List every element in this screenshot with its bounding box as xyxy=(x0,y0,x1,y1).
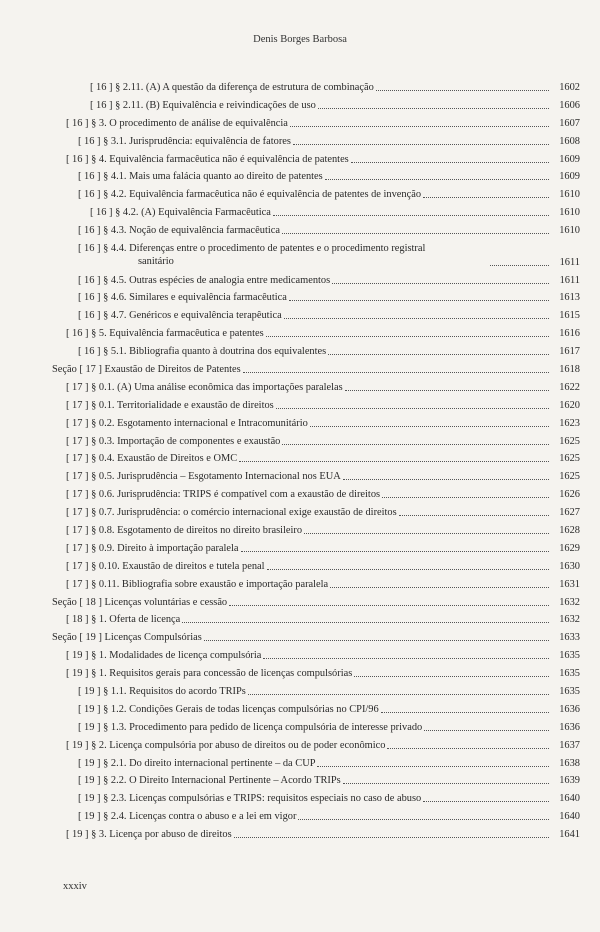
dot-leader xyxy=(182,622,549,623)
toc-entry xyxy=(52,364,580,376)
toc-entry-page-number: 1610 xyxy=(559,225,580,237)
toc-entry-page-number: 1623 xyxy=(559,417,580,429)
toc-entry-page-number: 1638 xyxy=(559,757,580,769)
toc-entry-page-number: 1635 xyxy=(559,650,580,662)
dot-leader xyxy=(276,408,549,409)
toc-entry xyxy=(52,310,580,322)
toc-entry xyxy=(52,632,580,644)
toc-entry xyxy=(52,775,580,787)
toc-entry-title: [ 16 ] § 4.5. Outras espécies de analogia entre medicamentos xyxy=(78,274,331,286)
toc-entry xyxy=(52,382,580,394)
dot-leader xyxy=(304,533,549,534)
toc-entry xyxy=(52,243,580,269)
toc-entry-page-number: 1632 xyxy=(559,614,580,626)
toc-entry xyxy=(52,418,580,430)
toc-entry-page-number: 1611 xyxy=(559,256,580,268)
toc-entry xyxy=(52,189,580,201)
toc-entry xyxy=(52,292,580,304)
toc-entry xyxy=(52,668,580,680)
toc-entry-page-number: 1626 xyxy=(559,489,580,501)
toc-entry xyxy=(52,82,580,94)
toc-entry-title: [ 16 ] § 4.3. Noção de equivalência farmacêutica xyxy=(78,225,280,237)
toc-entry-page-number: 1625 xyxy=(559,471,580,483)
dot-leader xyxy=(293,144,549,145)
toc-entry-page-number: 1639 xyxy=(559,775,580,787)
toc-entry-title: [ 19 ] § 1.3. Procedimento para pedido de licença compulsória de interesse privado xyxy=(78,721,423,733)
dot-leader xyxy=(263,658,549,659)
dot-leader xyxy=(229,605,549,606)
table-of-contents xyxy=(52,82,580,847)
dot-leader xyxy=(423,197,549,198)
toc-entry xyxy=(52,704,580,716)
toc-entry xyxy=(52,758,580,770)
toc-entry-page-number: 1635 xyxy=(559,685,580,697)
toc-entry-title: [ 17 ] § 0.2. Esgotamento internacional e Intracomunitário xyxy=(66,417,308,429)
toc-entry xyxy=(52,207,580,219)
toc-entry xyxy=(52,100,580,112)
toc-entry xyxy=(52,543,580,555)
toc-entry xyxy=(52,686,580,698)
dot-leader xyxy=(376,90,549,91)
dot-leader xyxy=(382,497,549,498)
toc-entry-page-number: 1606 xyxy=(559,99,580,111)
toc-entry xyxy=(52,579,580,591)
toc-entry-title: [ 19 ] § 2.4. Licenças contra o abuso e a lei em vigor xyxy=(78,811,297,823)
dot-leader xyxy=(318,108,549,109)
toc-entry-title: [ 16 ] § 4.2. (A) Equivalência Farmacêutica xyxy=(90,207,271,219)
toc-entry-title: [ 17 ] § 0.3. Importação de componentes e exaustão xyxy=(66,435,281,447)
toc-entry-title: [ 19 ] § 2.1. Do direito internacional pertinente – da CUP xyxy=(78,757,316,769)
dot-leader xyxy=(234,837,549,838)
toc-entry xyxy=(52,171,580,183)
toc-entry xyxy=(52,453,580,465)
toc-entry-page-number: 1641 xyxy=(559,829,580,841)
dot-leader xyxy=(289,300,549,301)
toc-entry-title: [ 19 ] § 2. Licença compulsória por abuso de direitos ou de poder econômico xyxy=(66,739,386,751)
dot-leader xyxy=(490,265,549,266)
toc-entry-title: [ 16 ] § 4.1. Mais uma falácia quanto ao direito de patentes xyxy=(78,171,323,183)
dot-leader xyxy=(330,587,549,588)
toc-entry-title: [ 17 ] § 0.1. Territorialidade e exaustão de direitos xyxy=(66,399,274,411)
toc-entry xyxy=(52,471,580,483)
toc-entry-title: [ 17 ] § 0.4. Exaustão de Direitos e OMC xyxy=(66,453,238,465)
dot-leader xyxy=(298,819,549,820)
dot-leader xyxy=(266,336,549,337)
toc-entry-page-number: 1630 xyxy=(559,560,580,572)
toc-entry-title: [ 17 ] § 0.1. (A) Uma análise econômica das importações paralelas xyxy=(66,381,343,393)
dot-leader xyxy=(204,640,549,641)
toc-entry-title: Seção [ 19 ] Licenças Compulsórias xyxy=(52,632,202,644)
toc-entry-page-number: 1607 xyxy=(559,117,580,129)
dot-leader xyxy=(284,318,549,319)
toc-entry xyxy=(52,436,580,448)
toc-entry-title: [ 16 ] § 2.11. (A) A questão da diferença de estrutura de combinação xyxy=(90,82,374,93)
toc-entry-page-number: 1631 xyxy=(559,578,580,590)
toc-entry-title: [ 17 ] § 0.11. Bibliografia sobre exaustão e importação paralela xyxy=(66,578,329,590)
toc-entry xyxy=(52,507,580,519)
toc-entry-page-number: 1618 xyxy=(559,363,580,375)
toc-entry xyxy=(52,614,580,626)
toc-entry xyxy=(52,829,580,841)
dot-leader xyxy=(343,479,549,480)
dot-leader xyxy=(345,390,549,391)
toc-entry-page-number: 1628 xyxy=(559,524,580,536)
dot-leader xyxy=(239,461,549,462)
page-folio: xxxiv xyxy=(63,881,87,892)
toc-entry-title: [ 16 ] § 4.6. Similares e equivalência farmacêutica xyxy=(78,292,287,304)
toc-entry xyxy=(52,561,580,573)
toc-entry-title: [ 16 ] § 4.7. Genéricos e equivalência terapêutica xyxy=(78,310,282,322)
toc-entry xyxy=(52,525,580,537)
toc-entry xyxy=(52,489,580,501)
toc-entry-page-number: 1610 xyxy=(559,207,580,219)
dot-leader xyxy=(248,694,549,695)
dot-leader xyxy=(282,233,549,234)
toc-entry-title: [ 16 ] § 3. O procedimento de análise de equivalência xyxy=(66,117,288,129)
toc-entry-page-number: 1610 xyxy=(559,189,580,201)
toc-entry-title: [ 16 ] § 5.1. Bibliografia quanto à doutrina dos equivalentes xyxy=(78,346,327,358)
toc-entry-page-number: 1616 xyxy=(559,328,580,340)
toc-entry-title: [ 17 ] § 0.9. Direito à importação paralela xyxy=(66,542,239,554)
dot-leader xyxy=(328,354,549,355)
running-header-author: Denis Borges Barbosa xyxy=(253,34,347,45)
dot-leader xyxy=(310,426,549,427)
dot-leader xyxy=(423,801,549,802)
toc-entry-title: [ 16 ] § 2.11. (B) Equivalência e reivindicações de uso xyxy=(90,99,316,111)
dot-leader xyxy=(273,215,549,216)
toc-entry-title: [ 19 ] § 2.3. Licenças compulsórias e TRIPS: requisitos especiais no caso de abuso xyxy=(78,793,422,805)
toc-entry xyxy=(52,400,580,412)
toc-entry-page-number: 1625 xyxy=(559,453,580,465)
dot-leader xyxy=(243,372,549,373)
toc-entry-title: [ 19 ] § 1.1. Requisitos do acordo TRIPs xyxy=(78,685,246,697)
toc-entry-page-number: 1613 xyxy=(559,292,580,304)
toc-entry xyxy=(52,225,580,237)
toc-entry xyxy=(52,275,580,287)
toc-entry-page-number: 1615 xyxy=(559,310,580,322)
toc-entry xyxy=(52,650,580,662)
toc-entry xyxy=(52,793,580,805)
dot-leader xyxy=(381,712,549,713)
toc-entry-title: [ 19 ] § 1. Requisitos gerais para concessão de licenças compulsórias xyxy=(66,668,353,680)
toc-entry xyxy=(52,328,580,340)
toc-entry-page-number: 1602 xyxy=(559,82,580,93)
toc-entry-page-number: 1629 xyxy=(559,542,580,554)
toc-entry-page-number: 1633 xyxy=(559,632,580,644)
toc-entry xyxy=(52,597,580,609)
dot-leader xyxy=(332,283,549,284)
toc-entry-page-number: 1637 xyxy=(559,739,580,751)
toc-entry-page-number: 1611 xyxy=(559,274,580,286)
toc-entry-page-number: 1625 xyxy=(559,435,580,447)
dot-leader xyxy=(317,766,549,767)
toc-entry-title: [ 18 ] § 1. Oferta de licença xyxy=(66,614,181,626)
toc-entry-page-number: 1632 xyxy=(559,596,580,608)
dot-leader xyxy=(282,444,549,445)
toc-entry-title xyxy=(78,243,488,269)
toc-entry-page-number: 1608 xyxy=(559,135,580,147)
toc-entry-page-number: 1636 xyxy=(559,703,580,715)
toc-entry-page-number: 1627 xyxy=(559,507,580,519)
toc-entry-page-number: 1617 xyxy=(559,346,580,358)
dot-leader xyxy=(267,569,549,570)
toc-entry xyxy=(52,740,580,752)
toc-entry-title: [ 17 ] § 0.8. Esgotamento de direitos no direito brasileiro xyxy=(66,524,303,536)
dot-leader xyxy=(343,783,549,784)
toc-entry xyxy=(52,118,580,130)
toc-entry-page-number: 1609 xyxy=(559,171,580,183)
dot-leader xyxy=(290,126,549,127)
dot-leader xyxy=(351,162,549,163)
toc-entry-title: [ 17 ] § 0.6. Jurisprudência: TRIPS é compatível com a exaustão de direitos xyxy=(66,489,381,501)
toc-entry-title: [ 19 ] § 1.2. Condições Gerais de todas licenças compulsórias no CPI/96 xyxy=(78,703,379,715)
toc-entry-title: [ 16 ] § 4.2. Equivalência farmacêutica não é equivalência de patentes de invenção xyxy=(78,189,422,201)
toc-entry-title: [ 19 ] § 1. Modalidades de licença compulsória xyxy=(66,650,262,662)
toc-entry xyxy=(52,136,580,148)
toc-entry-title-continuation: sanitário xyxy=(138,255,174,267)
toc-entry-title: Seção [ 17 ] Exaustão de Direitos de Patentes xyxy=(52,363,241,375)
toc-entry xyxy=(52,154,580,166)
toc-entry-title: [ 17 ] § 0.10. Exaustão de direitos e tutela penal xyxy=(66,560,265,572)
toc-entry-title: [ 16 ] § 4. Equivalência farmacêutica não é equivalência de patentes xyxy=(66,153,349,165)
dot-leader xyxy=(325,179,549,180)
toc-entry xyxy=(52,811,580,823)
toc-entry-title: [ 16 ] § 3.1. Jurisprudência: equivalência de fatores xyxy=(78,135,291,147)
toc-entry-title-line: [ 16 ] § 4.4. Diferenças entre o procedimento de patentes e o procedimento registral xyxy=(78,243,426,255)
toc-entry-title: [ 17 ] § 0.5. Jurisprudência – Esgotamento Internacional nos EUA xyxy=(66,471,341,483)
dot-leader xyxy=(241,551,549,552)
toc-entry-page-number: 1609 xyxy=(559,153,580,165)
toc-entry-page-number: 1636 xyxy=(559,721,580,733)
toc-entry-title: [ 17 ] § 0.7. Jurisprudência: o comércio internacional exige exaustão de direitos xyxy=(66,507,397,519)
toc-entry xyxy=(52,346,580,358)
dot-leader xyxy=(399,515,549,516)
toc-entry-page-number: 1620 xyxy=(559,399,580,411)
toc-entry-title: [ 19 ] § 2.2. O Direito Internacional Pertinente – Acordo TRIPs xyxy=(78,775,341,787)
toc-entry-page-number: 1635 xyxy=(559,668,580,680)
dot-leader xyxy=(387,748,549,749)
toc-entry-page-number: 1640 xyxy=(559,793,580,805)
toc-entry-page-number: 1640 xyxy=(559,811,580,823)
toc-entry-page-number: 1622 xyxy=(559,381,580,393)
toc-entry-title: [ 16 ] § 5. Equivalência farmacêutica e patentes xyxy=(66,328,264,340)
toc-entry xyxy=(52,722,580,734)
dot-leader xyxy=(424,730,549,731)
dot-leader xyxy=(354,676,549,677)
toc-entry-title: Seção [ 18 ] Licenças voluntárias e cessão xyxy=(52,596,228,608)
toc-entry-title: [ 19 ] § 3. Licença por abuso de direitos xyxy=(66,829,232,841)
